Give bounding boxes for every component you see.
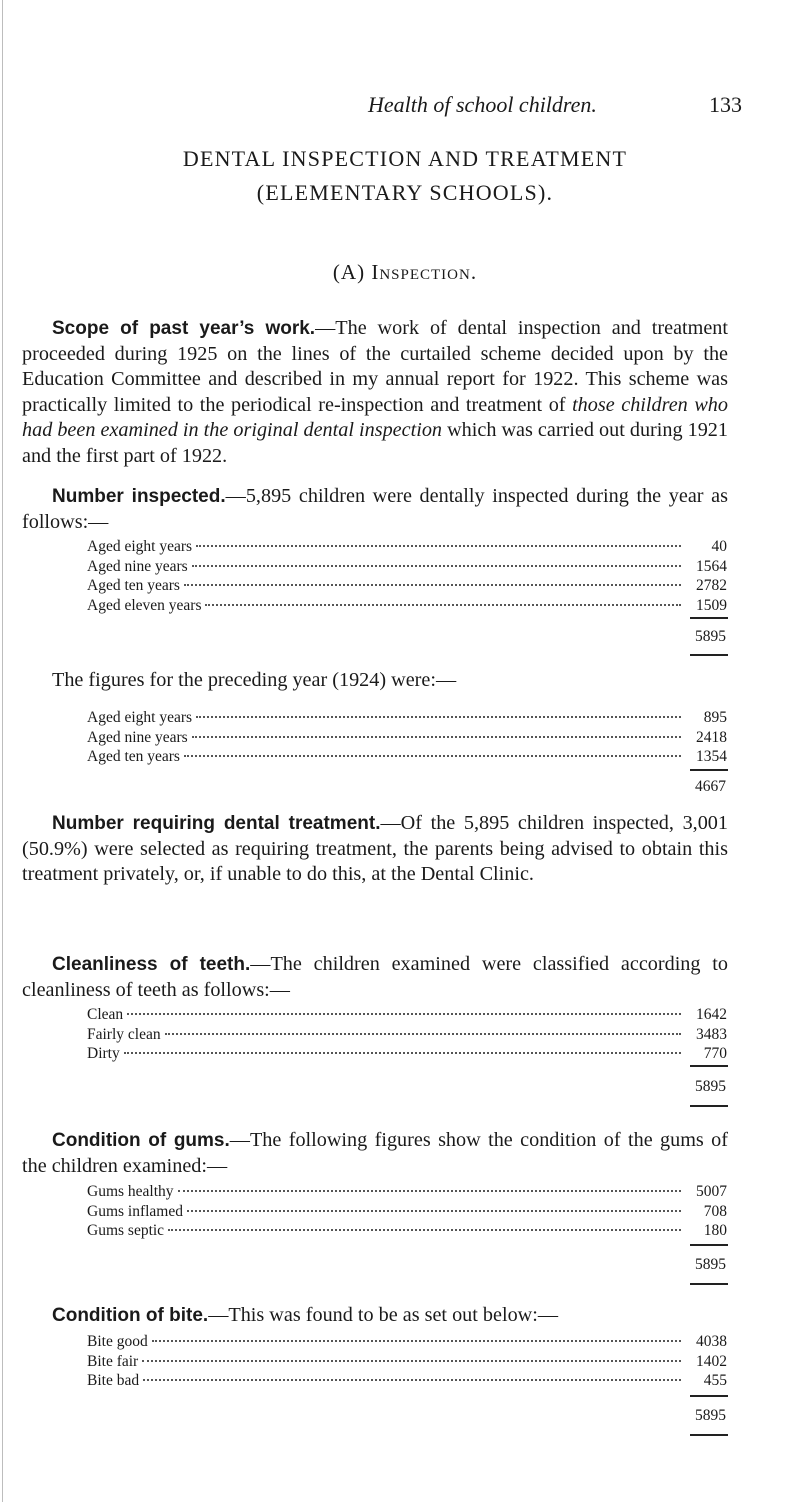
table-row [87, 1044, 727, 1064]
dot-leader [152, 1340, 681, 1342]
dot-leader [143, 1379, 681, 1381]
row-label: Aged eight years [87, 709, 193, 726]
table-row [87, 708, 727, 728]
dot-leader [178, 1190, 681, 1192]
requiring-treatment-text: —Of the 5,895 children inspected, 3,001 (50.9%) were selected as requiring treatment, the parents being advised to obtain this treatment privately, or, if unable to do this, at the Dental Clinic. [22, 812, 728, 886]
bite-total: 5895 [695, 1407, 726, 1424]
table-row [87, 1202, 727, 1222]
table-row [87, 557, 727, 577]
gums-heading: Condition of gums. [52, 1130, 230, 1151]
row-label: Aged ten years [87, 748, 180, 765]
row-label: Bite bad [87, 1372, 140, 1389]
table-row [87, 1332, 727, 1352]
row-value: 1402 [696, 1352, 727, 1370]
row-value: 4038 [696, 1333, 727, 1350]
row-label: Bite good [87, 1333, 148, 1350]
page-number: 133 [709, 92, 742, 117]
table-rule [690, 654, 728, 656]
table-rule [690, 1244, 728, 1246]
inspected-by-age-table [87, 537, 727, 615]
bite-table [87, 1332, 727, 1391]
table-row [87, 1005, 727, 1025]
scope-text-1: —The work of dental inspection and treatment proceeded during 1925 on the lines of the curtailed scheme decided upon by the Education Committee and described in my annual report for 1922. This scheme was practically limited to the periodical re-inspection and treatment of [22, 317, 729, 416]
dot-leader [184, 584, 681, 586]
row-label: Aged eight years [87, 538, 193, 555]
row-label: Bite fair [87, 1352, 139, 1370]
table-rule [690, 769, 728, 771]
inspected-total: 5895 [695, 628, 726, 645]
row-label: Aged ten years [87, 577, 180, 594]
dot-leader [142, 1360, 681, 1362]
gums-table [87, 1182, 727, 1241]
row-value: 3483 [696, 1025, 727, 1043]
row-value: 895 [703, 709, 727, 726]
table-rule [690, 1283, 728, 1285]
gums-total: 5895 [695, 1256, 726, 1273]
row-label: Gums healthy [87, 1183, 174, 1200]
gums-text: —The following figures show the condition of the gums of the children examined:— [22, 1129, 728, 1177]
preceding-year-table [87, 708, 727, 767]
bite-heading: Condition of bite. [52, 1305, 209, 1326]
row-label: Gums inflamed [87, 1202, 183, 1220]
table-row [87, 1025, 727, 1045]
row-value: 5007 [696, 1183, 727, 1200]
scope-text-italic: those children who had been examined in the original dental inspection [22, 393, 728, 442]
row-value: 2418 [696, 728, 727, 746]
cleanliness-paragraph [22, 952, 728, 1003]
gums-paragraph [22, 1128, 728, 1179]
row-value: 1564 [696, 557, 727, 575]
requiring-treatment-paragraph [22, 811, 728, 888]
dot-leader [127, 1013, 681, 1015]
dot-leader [168, 1229, 681, 1231]
scope-heading: Scope of past year’s work. [52, 318, 316, 339]
table-row [87, 747, 727, 767]
table-rule [690, 1105, 728, 1107]
section-title: (A) Inspection. [332, 260, 478, 284]
dot-leader [124, 1052, 681, 1054]
table-row [87, 1182, 727, 1202]
number-inspected-heading: Number inspected. [52, 486, 226, 507]
row-label: Fairly clean [87, 1025, 161, 1043]
page-edge-line [2, 0, 3, 1502]
row-value: 455 [703, 1372, 727, 1389]
table-row [87, 537, 727, 557]
preceding-year-text: The figures for the preceding year (1924) were:— [52, 669, 457, 691]
number-inspected-paragraph [22, 484, 728, 535]
number-inspected-text: —5,895 children were dentally inspected during the year as follows:— [22, 485, 728, 533]
scope-paragraph [22, 316, 728, 470]
dot-leader [205, 604, 681, 606]
row-value: 180 [703, 1222, 727, 1239]
cleanliness-table [87, 1005, 727, 1064]
row-value: 770 [703, 1045, 727, 1062]
table-rule [690, 1434, 728, 1436]
dot-leader [196, 545, 681, 547]
row-label: Gums septic [87, 1222, 165, 1239]
cleanliness-text: —The children examined were classified according to cleanliness of teeth as follows:— [22, 953, 728, 1001]
preceding-year-total: 4667 [695, 778, 726, 795]
dot-leader [192, 565, 681, 567]
table-row [87, 728, 727, 748]
dot-leader [196, 716, 681, 718]
row-value: 40 [711, 538, 727, 555]
requiring-treatment-heading: Number requiring dental treatment. [52, 813, 381, 834]
main-title-line-1: DENTAL INSPECTION AND TREATMENT [182, 146, 628, 171]
table-row [87, 1221, 727, 1241]
row-label: Aged nine years [87, 728, 188, 746]
row-value: 1509 [696, 596, 727, 614]
table-row [87, 1352, 727, 1372]
dot-leader [184, 755, 681, 757]
cleanliness-total: 5895 [695, 1078, 726, 1095]
bite-paragraph [22, 1303, 728, 1329]
row-label: Aged eleven years [87, 596, 202, 614]
row-label: Clean [87, 1006, 124, 1023]
table-row [87, 1371, 727, 1391]
dot-leader [187, 1210, 681, 1212]
table-row [87, 596, 727, 616]
scope-text-2: which was carried out during 1921 and the first part of 1922. [22, 419, 728, 467]
dot-leader [192, 736, 681, 738]
row-label: Aged nine years [87, 557, 188, 575]
running-head-title: Health of school children. [368, 92, 597, 117]
table-rule [690, 1395, 728, 1397]
table-row [87, 576, 727, 596]
row-value: 708 [703, 1202, 727, 1220]
table-rule [690, 617, 728, 619]
bite-text: —This was found to be as set out below:— [208, 1304, 559, 1326]
main-title-line-2: (ELEMENTARY SCHOOLS). [256, 180, 554, 205]
table-rule [690, 1065, 728, 1067]
row-value: 2782 [696, 577, 727, 594]
dot-leader [165, 1033, 681, 1035]
row-value: 1642 [696, 1006, 727, 1023]
row-label: Dirty [87, 1045, 120, 1062]
cleanliness-heading: Cleanliness of teeth. [52, 954, 251, 975]
row-value: 1354 [696, 748, 727, 765]
